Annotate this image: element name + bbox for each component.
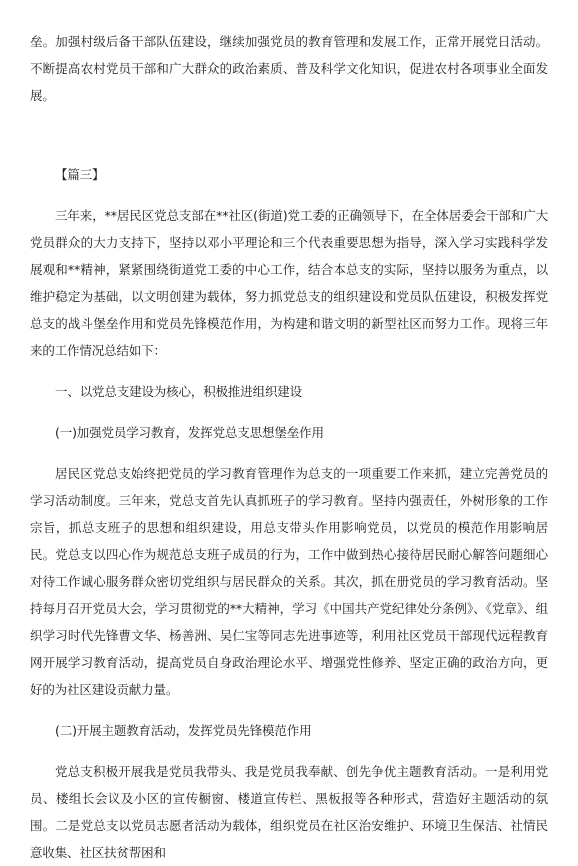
spacer [30,703,548,717]
spacer [30,446,548,460]
intro-paragraph: 垒。加强村级后备干部队伍建设，继续加强党员的教育管理和发展工作，正常开展党日活动。不断提高农村党员干部和广大群众的政治素质、普及科学文化知识，促进农村各项事业全面发展。 [30,34,548,103]
paragraph-3: 党总支积极开展我是党员我带头、我是党员我奉献、创先争优主题教育活动。一是利用党员、楼组长会议及小区的宣传橱窗、楼道宣传栏、黑板报等各种形式，营造好主题活动的氛围。二是党总支以党员志愿者活动为载体，组织党员在社区治安维护、环境卫生保洁、社情民意收集、社区扶贫帮困和 [30,764,548,860]
paragraph-1: 三年来，**居民区党总支部在**社区(街道)党工委的正确领导下，在全体居委会干部和广大党员群众的大力支持下，坚持以邓小平理论和三个代表重要思想为指导，深入学习实践科学发展观和**精神，紧紧围绕街道党工委的中心工作，结合本总支的实际，坚持以服务为重点，以维护稳定为基础，以文明创建为载体，努力抓党总支的组织建设和党员队伍建设，积极发挥党总支的战斗堡垒作用和党员先锋模范作用，为构建和谐文明的新型社区而努力工作。现将三年来的工作情况总结如下： [30,208,548,358]
subheading-1: (一)加强党员学习教育，发挥党总支思想堡垒作用 [55,425,324,440]
spacer [30,405,548,419]
section-marker: 【篇三】 [55,167,105,182]
heading-1: 一、以党总支建设为核心，积极推进组织建设 [55,384,303,399]
subheading-2: (二)开展主题教育活动，发挥党员先锋模范作用 [55,723,312,738]
spacer [30,109,548,161]
paragraph-2: 居民区党总支始终把党员的学习教育管理作为总支的一项重要工作来抓，建立完善党员的学习活动制度。三年来，党总支首先认真抓班子的学习教育。坚持内强责任，外树形象的工作宗旨，抓总支班子的思想和组织建设，用总支带头作用影响党员，以党员的模范作用影响居民。党总支以四心作为规范总支班子成员的行为，工作中做到热心接待居民耐心解答问题细心对待工作诚心服务群众密切党组织与居民群众的关系。其次，抓在册党员的学习教育活动。坚持每月召开党员大会，学习贯彻党的**大精神，学习《中国共产党纪律处分条例》、《党章》、组织学习时代先锋曹文华、杨善洲、吴仁宝等同志先进事迹等，利用社区党员干部现代远程教育网开展学习教育活动，提高党员自身政治理论水平、增强党性修养、坚定正确的政治方向，更好的为社区建设贡献力量。 [30,466,548,697]
spacer [30,744,548,758]
spacer [30,188,548,202]
spacer [30,364,548,378]
